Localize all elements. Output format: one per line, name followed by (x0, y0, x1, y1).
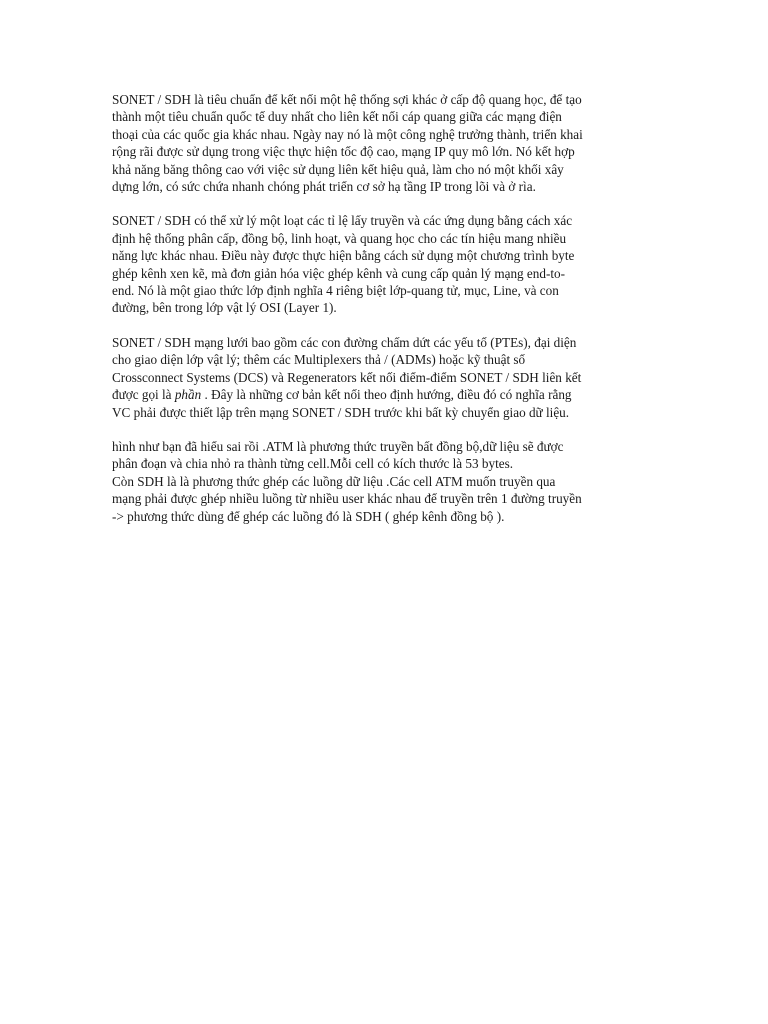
text-line: ghép kênh xen kẽ, mà đơn giản hóa việc ghép kênh và cung cấp quản lý mạng end-to- (112, 265, 566, 281)
text-line: cho giao diện lớp vật lý; thêm các Multiplexers thả / (ADMs) hoặc kỹ thuật số (112, 352, 526, 368)
text-line: VC phải được thiết lập trên mạng SONET / SDH trước khi bất kỳ chuyển giao dữ liệu. (112, 404, 570, 420)
text-line-with-italic (112, 386, 658, 403)
text-line: end. Nó là một giao thức lớp định nghĩa 4 riêng biệt lớp-quang tử, mục, Line, và con (112, 283, 559, 299)
text-segment: . Đây là những cơ bản kết nối theo định hướng, điều đó có nghĩa rằng (201, 387, 572, 403)
text-line: thành một tiêu chuẩn quốc tế duy nhất cho liên kết nối cáp quang giữa các mạng điện (112, 109, 562, 125)
text-line: dựng lớn, có sức chứa nhanh chóng phát triển cơ sở hạ tầng IP trong lõi và ở rìa. (112, 179, 536, 195)
text-line: SONET / SDH mạng lưới bao gồm các con đường chấm dứt các yếu tố (PTEs), đại diện (112, 334, 577, 350)
paragraph-sonet-intro (112, 91, 658, 195)
text-line: SONET / SDH là tiêu chuẩn để kết nối một hệ thống sợi khác ở cấp độ quang học, để tạo (112, 92, 582, 107)
text-line: Còn SDH là là phương thức ghép các luồng dữ liệu .Các cell ATM muốn truyền qua (112, 473, 556, 489)
text-line: thoại của các quốc gia khác nhau. Ngày nay nó là một công nghệ trưởng thành, triển khai (112, 126, 583, 142)
italic-term: phần (174, 387, 202, 403)
text-line: Crossconnect Systems (DCS) và Regenerators kết nối điểm-điểm SONET / SDH liên kết (112, 369, 582, 385)
text-line: -> phương thức dùng để ghép các luồng đó là SDH ( ghép kênh đồng bộ ). (112, 508, 505, 524)
text-line: năng lực khác nhau. Điều này được thực hiện bằng cách sử dụng một chương trình byte (112, 248, 575, 264)
paragraph-atm-sdh (112, 438, 658, 525)
document-body (112, 91, 658, 525)
paragraph-sonet-capabilities (112, 212, 658, 316)
text-line: phân đoạn và chia nhỏ ra thành từng cell.Mỗi cell có kích thước là 53 bytes. (112, 456, 514, 472)
text-line: định hệ thống phân cấp, đồng bộ, linh hoạt, và quang học cho các tín hiệu mang nhiều (112, 230, 567, 246)
paragraph-sonet-network (112, 334, 658, 421)
text-line: khả năng băng thông cao với việc sử dụng liên kết hiệu quả, làm cho nó một khối xây (112, 161, 564, 177)
text-line: SONET / SDH có thể xử lý một loạt các tỉ lệ lấy truyền và các ứng dụng bằng cách xác (112, 213, 573, 229)
text-segment: được gọi là (112, 387, 175, 403)
text-line: rộng rãi được sử dụng trong việc thực hiện tốc độ cao, mạng IP quy mô lớn. Nó kết hợp (112, 144, 575, 160)
text-line: mạng phải được ghép nhiều luồng từ nhiều user khác nhau để truyền trên 1 đường truyền (112, 491, 582, 507)
text-line: hình như bạn đã hiểu sai rồi .ATM là phương thức truyền bất đồng bộ,dữ liệu sẽ được (112, 438, 564, 454)
text-line: đường, bên trong lớp vật lý OSI (Layer 1). (112, 300, 337, 316)
